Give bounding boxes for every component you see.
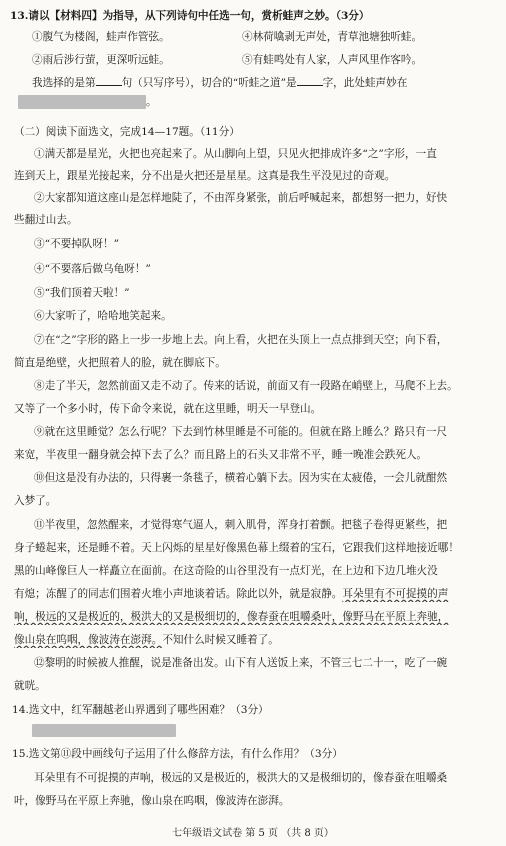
passage-p11-underlined-text2: 响，极远的又是极近的，极洪大的又是极细切的，像春蚕在咀嚼桑叶，像野马在平原上奔驰， — [14, 611, 449, 623]
passage-p5: ⑤“我们顶着天啦！” — [34, 287, 130, 299]
q14-answer-redacted — [32, 724, 176, 737]
passage-p11-underlined-end: 像山泉在呜咽，像波涛在澎湃。 — [14, 634, 163, 646]
passage-p1-line2: 连到天上，跟星光接起来，分不出是火把还是星星。这真是我生平没见过的奇观。 — [14, 170, 396, 182]
q13-answer-prompt — [32, 75, 506, 91]
q13-answer-end: 。 — [146, 96, 157, 108]
page-footer: 七年级语文试卷 第 5 页 （共 8 页） — [172, 828, 334, 839]
q15-quote-line1: 耳朵里有不可捉摸的声响，极远的又是极近的，极洪大的又是极细切的，像春蚕在咀嚼桑 — [34, 772, 448, 784]
q13-blank-number[interactable] — [96, 85, 122, 86]
passage-p7-line1: ⑦在“之”字形的路上一步一步地上去。向上看，火把在头顶上一点点排到天空；向下看， — [34, 334, 448, 346]
q13-answer-redacted — [18, 95, 146, 109]
passage-p11-underlined-line2 — [14, 609, 506, 625]
passage-p11-underlined-start: 耳朵里有不可捉摸的声 — [342, 588, 449, 600]
q13-answer-text-b: 句（只写序号），切合的“听蛙之道”是 — [121, 77, 297, 89]
passage-p7-line2: 简直是绝壁，火把照着人的脸，就在脚底下。 — [14, 357, 226, 369]
passage-p11-line4-text: 有熄；冻醒了的同志们围着火堆小声地谈着话。除此以外，就是寂静。 — [14, 588, 343, 600]
passage-p11-line4 — [14, 586, 506, 602]
passage-p9-line1: ⑨就在这里睡觉？怎么行呢？下去到竹林里睡是不可能的。但就在路上睡么？路只有一尺 — [34, 426, 448, 438]
q15-stem: 15.选文第⑪段中画线句子运用了什么修辞方法，有什么作用？（3分） — [12, 748, 343, 760]
passage-p12-line1: ⑫黎明的时候被人推醒，说是准备出发。山下有人送饭上来，不管三七二十一，吃了一碗 — [34, 657, 448, 669]
passage-p2-line2: 些翻过山去。 — [14, 214, 78, 226]
passage-p11-line1: ⑪半夜里，忽然醒来，才觉得寒气逼人，刺入肌骨，浑身打着颤。把毯子卷得更紧些，把 — [34, 519, 448, 531]
passage-p11-line3: 黑的山峰像巨人一样矗立在面前。在这奇险的山谷里没有一点灯光，在上边和下边几堆火没 — [14, 565, 438, 577]
passage-p10-line2: 入梦了。 — [14, 495, 57, 507]
passage-p11-line2: 身子蜷起来，还是睡不着。天上闪烁的星星好像黑色幕上缀着的宝石，它跟我们这样地接近哪！ — [14, 542, 459, 554]
passage-p9-line2: 来宽，半夜里一翻身就会掉下去了么？而且路上的石头又非常不平，睡一晚准会跌死人。 — [14, 449, 428, 461]
q13-option-5: ⑤有蛙鸣处有人家，人声风里作客吟。 — [242, 54, 423, 66]
q13-option-4: ④林荷噙剥无声处，青草池塘独听蛙。 — [242, 31, 423, 43]
passage-p8-line1: ⑧走了半天，忽然前面又走不动了。传来的话说，前面又有一段路在峭壁上，马爬不上去。 — [34, 380, 458, 392]
passage-p10-line1: ⑩但这是没有办法的，只得裹一条毯子，横着心躺下去。因为实在太疲倦，一会儿就酣然 — [34, 472, 448, 484]
q13-answer-text-a: 我选择的是第 — [32, 77, 96, 89]
passage-p11-line7-text: 不知什么时候又睡着了。 — [162, 634, 279, 646]
q14-stem: 14.选文中，红军翻越老山界遇到了哪些困难？（3分） — [12, 704, 269, 716]
section-heading: （二）阅读下面选文，完成14—17题。（11分） — [14, 126, 240, 138]
passage-p1-line1: ①满天都是星光，火把也亮起来了。从山脚向上望，只见火把排成许多“之”字形，一直 — [34, 148, 437, 160]
q13-option-2: ②雨后涉行萤，更深听远蛙。 — [32, 54, 170, 66]
passage-p2-line1: ②大家都知道这座山是怎样地陡了，不由浑身紧张，前后呼喊起来，都想努一把力，好快 — [34, 192, 448, 204]
passage-p6: ⑥大家听了，哈哈地笑起来。 — [34, 310, 172, 322]
q15-quote-line2: 叶，像野马在平原上奔驰，像山泉在呜咽，像波涛在澎湃。 — [14, 795, 290, 807]
passage-p4: ④“不要落后做乌龟呀！” — [34, 263, 151, 275]
passage-p8-line2: 又等了一个多小时，传下命令来说，就在这里睡，明天一早登山。 — [14, 403, 322, 415]
q13-stem: 13.请以【材料四】为指导，从下列诗句中任选一句，赏析蛙声之妙。（3分） — [10, 10, 370, 22]
passage-p11-line7 — [14, 632, 506, 648]
passage-p12-line2: 就咣。 — [14, 680, 46, 692]
q13-answer-text-c: 字，此处蛙声妙在 — [322, 77, 408, 89]
q13-blank-word[interactable] — [297, 85, 323, 86]
q13-option-1: ①腹气为楼阁，蛙声作管弦。 — [32, 31, 170, 43]
passage-p3: ③“不要掉队呀！” — [34, 238, 119, 250]
